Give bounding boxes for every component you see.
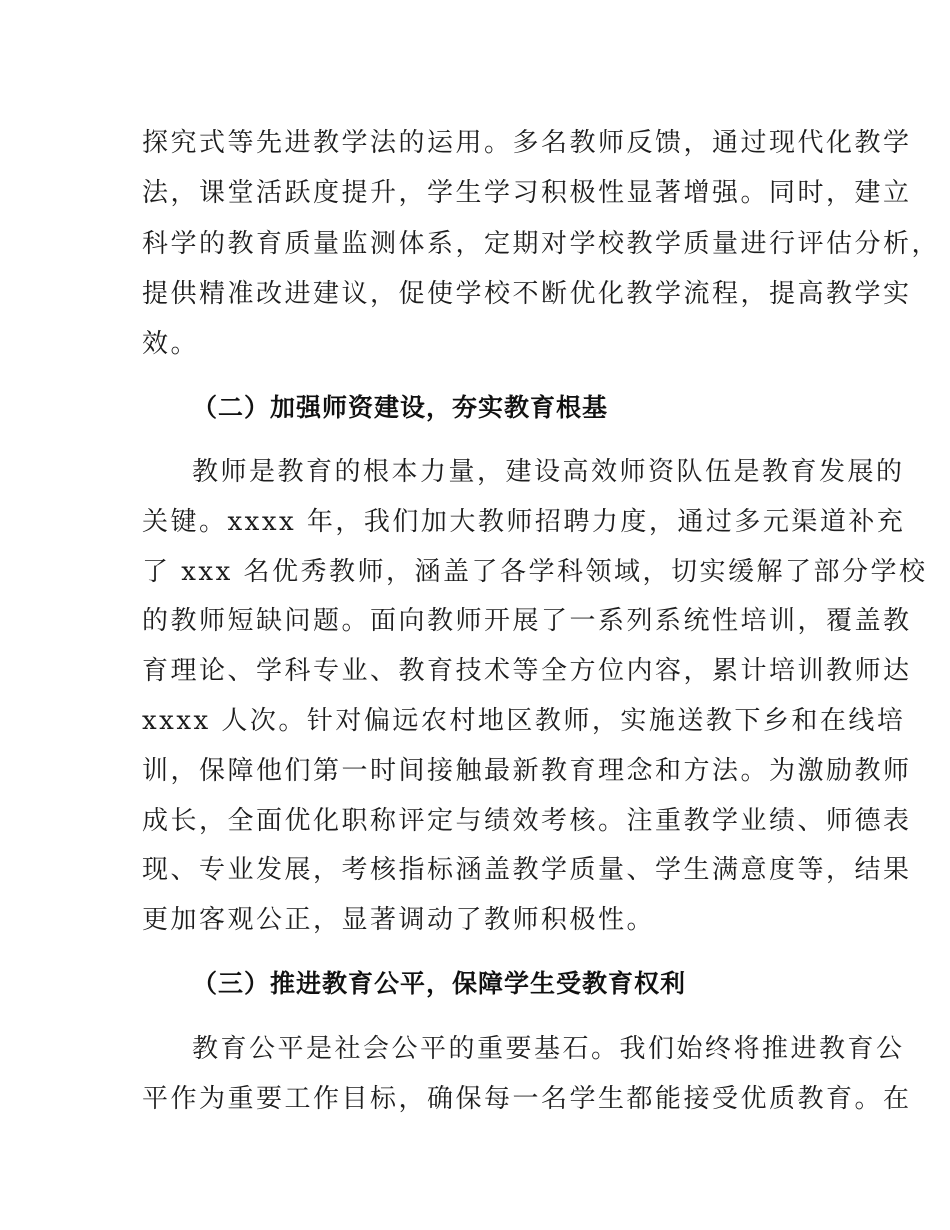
paragraph-2-line-5: 育理论、学科专业、教育技术等全方位内容，累计培训教师达 [142, 656, 912, 686]
paragraph-3-line-2: 平作为重要工作目标，确保每一名学生都能接受优质教育。在 [142, 1084, 912, 1114]
paragraph-1-line-5: 效。 [142, 329, 200, 359]
paragraph-2-line-6: xxxx 人次。针对偏远农村地区教师，实施送教下乡和在线培 [142, 706, 906, 736]
paragraph-2-line-10: 更加客观公正，显著调动了教师积极性。 [142, 905, 656, 935]
paragraph-3-line-1: 教育公平是社会公平的重要基石。我们始终将推进教育公 [192, 1034, 905, 1064]
section-heading-2: （二）加强师资建设，夯实教育根基 [192, 393, 609, 422]
paragraph-2-line-4: 的教师短缺问题。面向教师开展了一系列系统性培训，覆盖教 [142, 606, 912, 636]
paragraph-2-line-9: 现、专业发展，考核指标涵盖教学质量、学生满意度等，结果 [142, 855, 912, 885]
paragraph-1-line-3: 科学的教育质量监测体系，定期对学校教学质量进行评估分析， [142, 229, 941, 259]
paragraph-1-line-1: 探究式等先进教学法的运用。多名教师反馈，通过现代化教学 [142, 128, 912, 158]
paragraph-2-line-1: 教师是教育的根本力量，建设高效师资队伍是教育发展的 [192, 457, 905, 487]
paragraph-2-line-8: 成长，全面优化职称评定与绩效考核。注重教学业绩、师德表 [142, 806, 912, 836]
paragraph-1-line-2: 法，课堂活跃度提升，学生学习积极性显著增强。同时，建立 [142, 178, 912, 208]
paragraph-2-line-2: 关键。xxxx 年，我们加大教师招聘力度，通过多元渠道补充 [142, 507, 906, 537]
paragraph-2-line-7: 训，保障他们第一时间接触最新教育理念和方法。为激励教师 [142, 756, 912, 786]
paragraph-1-line-4: 提供精准改进建议，促使学校不断优化教学流程，提高教学实 [142, 279, 912, 309]
paragraph-2-line-3: 了 xxx 名优秀教师，涵盖了各学科领域，切实缓解了部分学校 [142, 557, 928, 587]
section-heading-3: （三）推进教育公平，保障学生受教育权利 [192, 969, 687, 998]
